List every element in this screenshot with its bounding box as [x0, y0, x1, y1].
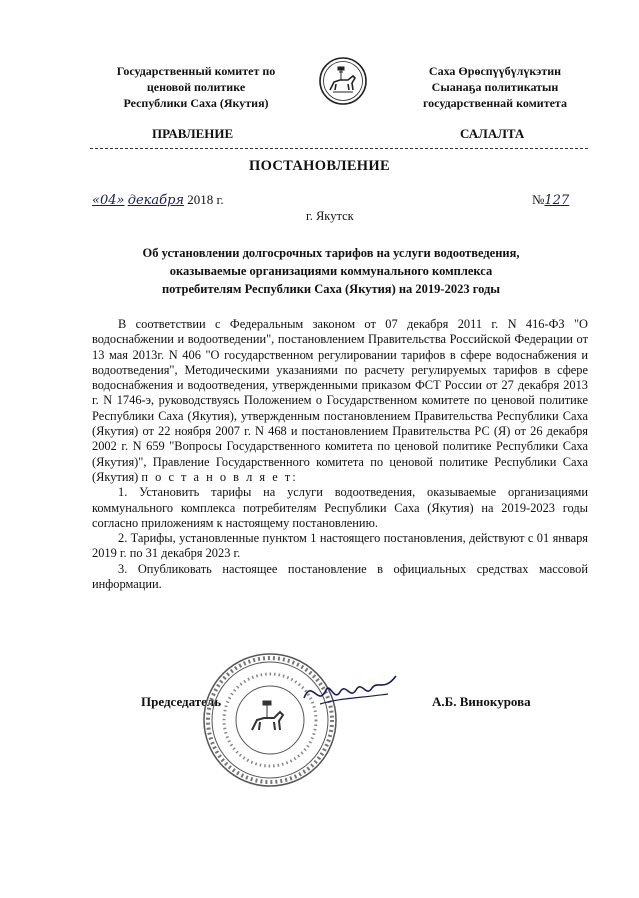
date-month: декабря: [127, 193, 185, 208]
board-label-ru: ПРАВЛЕНИЕ: [152, 126, 234, 141]
handwritten-signature-icon: [300, 668, 400, 718]
resolves-word: п о с т а н о в л я е т:: [141, 469, 298, 484]
header-right-line: Сыанаҕа политикатын: [431, 80, 559, 94]
resolution-item: 3. Опубликовать настоящее постановление в официальных средствах массовой информации.: [92, 561, 588, 592]
document-date: [92, 192, 224, 208]
header-left-line: Государственный комитет по: [116, 64, 276, 78]
header-right-sakha: [405, 63, 585, 111]
date-year: 2018 г.: [187, 192, 224, 207]
number-value: 127: [544, 193, 570, 208]
date-close-quote: »: [116, 193, 125, 208]
document-number: [532, 192, 569, 208]
resolution-item: 2. Тарифы, установленные пунктом 1 настоящего постановления, действуют с 01 января 2019 г. по 31 декабря 2023 г.: [92, 531, 588, 561]
preamble-paragraph: [92, 317, 588, 485]
subject-line: оказываемые организациями коммунального комплекса: [169, 264, 493, 278]
subject-line: потребителям Республики Саха (Якутия) на 2019-2023 годы: [161, 282, 501, 296]
header-right-line: государственнай комитета: [423, 96, 567, 110]
signatory-name: А.Б. Винокурова: [432, 694, 531, 709]
board-label-sakha: САЛАЛТА: [460, 126, 525, 141]
resolution-item: 1. Установить тарифы на услуги водоотведения, оказываемые организациями коммунального комплекса потребителям Республики Саха (Якутия) на 2019-2023 годы согласно приложениям к настоящему постановлению.: [92, 485, 588, 530]
document-body: [92, 317, 588, 592]
coat-of-arms-icon: [318, 56, 368, 106]
document-title: ПОСТАНОВЛЕНИЕ: [249, 158, 390, 174]
header-divider: [90, 148, 588, 149]
date-day: 04: [99, 193, 117, 208]
subject-line: Об установлении долгосрочных тарифов на услуги водоотведения,: [142, 246, 520, 260]
number-prefix: №: [532, 192, 545, 207]
document-subject: [92, 244, 570, 298]
header-left-ru: [92, 63, 300, 111]
city: г. Якутск: [306, 209, 354, 223]
header-left-line: ценовой политике: [146, 80, 246, 94]
header-right-line: Саха Өрөспүүбүлүкэтин: [428, 64, 562, 78]
header-left-line: Республики Саха (Якутия): [123, 96, 269, 110]
date-open-quote: «: [92, 193, 100, 208]
preamble-text: В соответствии с Федеральным законом от 07 декабря 2011 г. N 416-ФЗ "О водоснабжении и водоотведении", постановлением Правительства Российской Федерации от 13 мая 2013г. N 406 "О государственном регулировании тарифов в сфере водоснабжения и водоотведения", Методическими указаниями по расчету регулируемых тарифов в сфере водоснабжения и водоотведения, утвержденными приказом ФСТ России от 27 декабря 2013 г. N 1746-э, руководствуясь Положением о Государственном комитете по ценовой политике Республики Саха (Якутия), утвержденным постановлением Правительства Республики Саха (Якутия) от 22 ноября 2007 г. N 468 и постановлением Правительства РС (Я) от 26 декабря 2002 г. N 659 "Вопросы Государственного комитета по ценовой политике Республики Саха (Якутия)", Правление Государственного комитета по ценовой политике Республики Саха (Якутия): [92, 317, 588, 484]
signatory-title: Председатель: [141, 694, 222, 709]
